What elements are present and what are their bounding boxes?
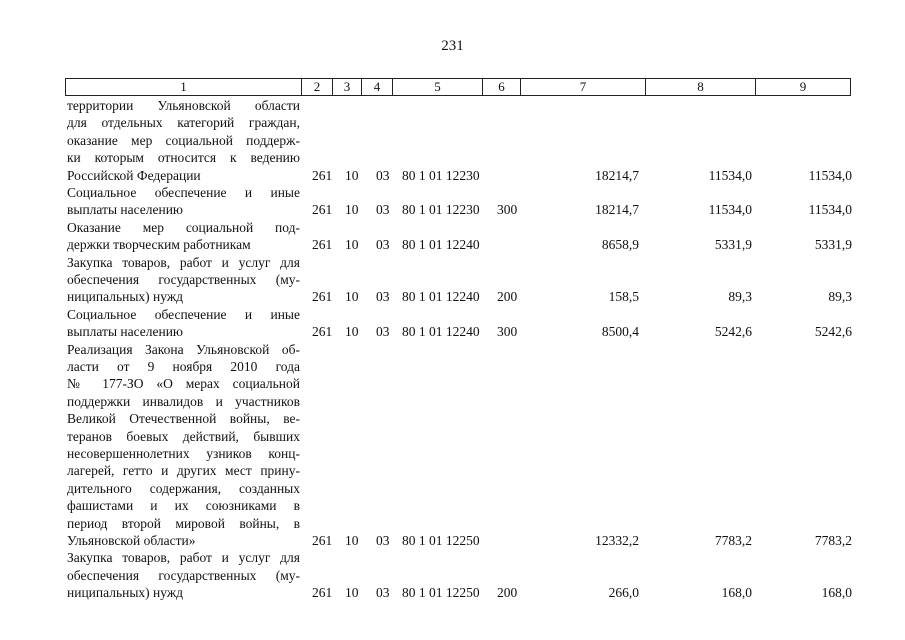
cell-col-7: 8500,4 [601, 324, 639, 340]
cell-col-2: 261 [312, 237, 333, 253]
cell-col-2: 261 [312, 202, 333, 218]
table-header-row [65, 78, 851, 96]
description-line: дительного содержания, созданных [67, 480, 300, 496]
cell-col-3: 10 [345, 237, 359, 253]
description-line: Закупка товаров, работ и услуг для [67, 550, 300, 566]
cell-col-5: 80 1 01 12230 [402, 202, 480, 218]
row-description [67, 219, 300, 254]
table-row [0, 254, 905, 306]
description-line: лагерей, гетто и других мест прину- [67, 463, 300, 479]
header-col-7: 7 [521, 79, 646, 95]
header-col-5: 5 [393, 79, 483, 95]
description-line: Закупка товаров, работ и услуг для [67, 254, 300, 270]
cell-col-2: 261 [312, 585, 333, 601]
row-description [67, 306, 300, 341]
cell-col-9: 168,0 [821, 585, 852, 601]
page-number: 231 [441, 38, 464, 54]
cell-col-2: 261 [312, 324, 333, 340]
description-line: обеспечения государственных (му- [67, 272, 300, 287]
row-description [67, 254, 300, 306]
description-line: теранов боевых действий, бывших [67, 428, 300, 444]
header-col-3: 3 [333, 79, 362, 95]
cell-col-8: 11534,0 [708, 167, 752, 183]
row-description [67, 184, 300, 219]
header-col-9: 9 [799, 79, 807, 94]
description-line: № 177-ЗО «О мерах социальной [67, 376, 300, 392]
description-line: Реализация Закона Ульяновской об- [67, 341, 300, 357]
row-description [67, 549, 300, 601]
cell-col-2: 261 [312, 167, 333, 183]
cell-col-9: 11534,0 [808, 167, 852, 183]
cell-col-3: 10 [345, 532, 359, 548]
table-row [0, 341, 905, 550]
cell-col-7: 18214,7 [595, 202, 639, 218]
description-line: период второй мировой войны, в [67, 515, 300, 531]
header-col-6: 6 [483, 79, 521, 95]
cell-col-4: 03 [376, 585, 390, 601]
cell-col-2: 261 [312, 532, 333, 548]
description-line: Социальное обеспечение и иные [67, 306, 300, 322]
cell-col-5: 80 1 01 12240 [402, 289, 480, 305]
cell-col-4: 03 [376, 167, 390, 183]
cell-col-4: 03 [376, 532, 390, 548]
cell-col-9: 11534,0 [808, 202, 852, 218]
description-line: Ульяновской области» [67, 533, 196, 549]
cell-col-7: 266,0 [608, 585, 639, 601]
header-col-2: 2 [302, 79, 333, 95]
cell-col-3: 10 [345, 289, 359, 305]
cell-col-5: 80 1 01 12250 [402, 532, 480, 548]
cell-col-7: 158,5 [608, 289, 639, 305]
header-col-1: 1 [66, 79, 302, 95]
cell-col-5: 80 1 01 12240 [402, 237, 480, 253]
description-line: выплаты населению [67, 202, 184, 218]
description-line: ниципальных) нужд [67, 289, 184, 305]
cell-col-6: 300 [497, 202, 518, 218]
table-row [0, 549, 905, 601]
cell-col-8: 168,0 [721, 585, 752, 601]
header-col-4: 4 [362, 79, 393, 95]
cell-col-3: 10 [345, 324, 359, 340]
description-line: оказание мер социальной поддерж- [67, 132, 300, 148]
description-line: Великой Отечественной войны, ве- [67, 411, 300, 427]
cell-col-4: 03 [376, 324, 390, 340]
table-row [0, 219, 905, 254]
cell-col-3: 10 [345, 167, 359, 183]
cell-col-5: 80 1 01 12240 [402, 324, 480, 340]
cell-col-2: 261 [312, 289, 333, 305]
row-description [67, 97, 300, 184]
description-line: поддержки инвалидов и участников [67, 393, 300, 409]
cell-col-9: 89,3 [828, 289, 852, 305]
description-line: выплаты населению [67, 324, 184, 340]
description-line: Российской Федерации [67, 167, 201, 183]
cell-col-8: 7783,2 [714, 532, 752, 548]
description-line: территории Ульяновской области [67, 98, 300, 113]
cell-col-4: 03 [376, 237, 390, 253]
cell-col-3: 10 [345, 585, 359, 601]
cell-col-4: 03 [376, 289, 390, 305]
description-line: ласти от 9 ноября 2010 года [67, 359, 300, 374]
cell-col-6: 200 [497, 585, 518, 601]
cell-col-5: 80 1 01 12250 [402, 585, 480, 601]
header-col-8: 8 [646, 79, 756, 95]
description-line: Социальное обеспечение и иные [67, 185, 300, 200]
description-line: ниципальных) нужд [67, 585, 184, 601]
cell-col-6: 300 [497, 324, 518, 340]
table-row [0, 184, 905, 219]
description-line: для отдельных категорий граждан, [67, 115, 300, 131]
description-line: несовершеннолетних узников конц- [67, 446, 300, 462]
cell-col-9: 5242,6 [814, 324, 852, 340]
description-line: ки которым относится к ведению [67, 150, 300, 166]
cell-col-4: 03 [376, 202, 390, 218]
cell-col-8: 89,3 [728, 289, 752, 305]
cell-col-7: 18214,7 [595, 167, 639, 183]
cell-col-6: 200 [497, 289, 518, 305]
cell-col-9: 5331,9 [814, 237, 852, 253]
cell-col-3: 10 [345, 202, 359, 218]
description-line: обеспечения государственных (му- [67, 567, 300, 583]
cell-col-8: 5331,9 [714, 237, 752, 253]
description-line: фашистами и их союзниками в [67, 498, 300, 514]
cell-col-5: 80 1 01 12230 [402, 167, 480, 183]
cell-col-8: 5242,6 [714, 324, 752, 340]
row-description [67, 341, 300, 550]
cell-col-7: 8658,9 [601, 237, 639, 253]
table-row [0, 306, 905, 341]
description-line: держки творческим работникам [67, 237, 251, 253]
description-line: Оказание мер социальной под- [67, 219, 300, 235]
table-row [0, 97, 905, 184]
cell-col-7: 12332,2 [595, 532, 639, 548]
cell-col-9: 7783,2 [814, 532, 852, 548]
cell-col-8: 11534,0 [708, 202, 752, 218]
